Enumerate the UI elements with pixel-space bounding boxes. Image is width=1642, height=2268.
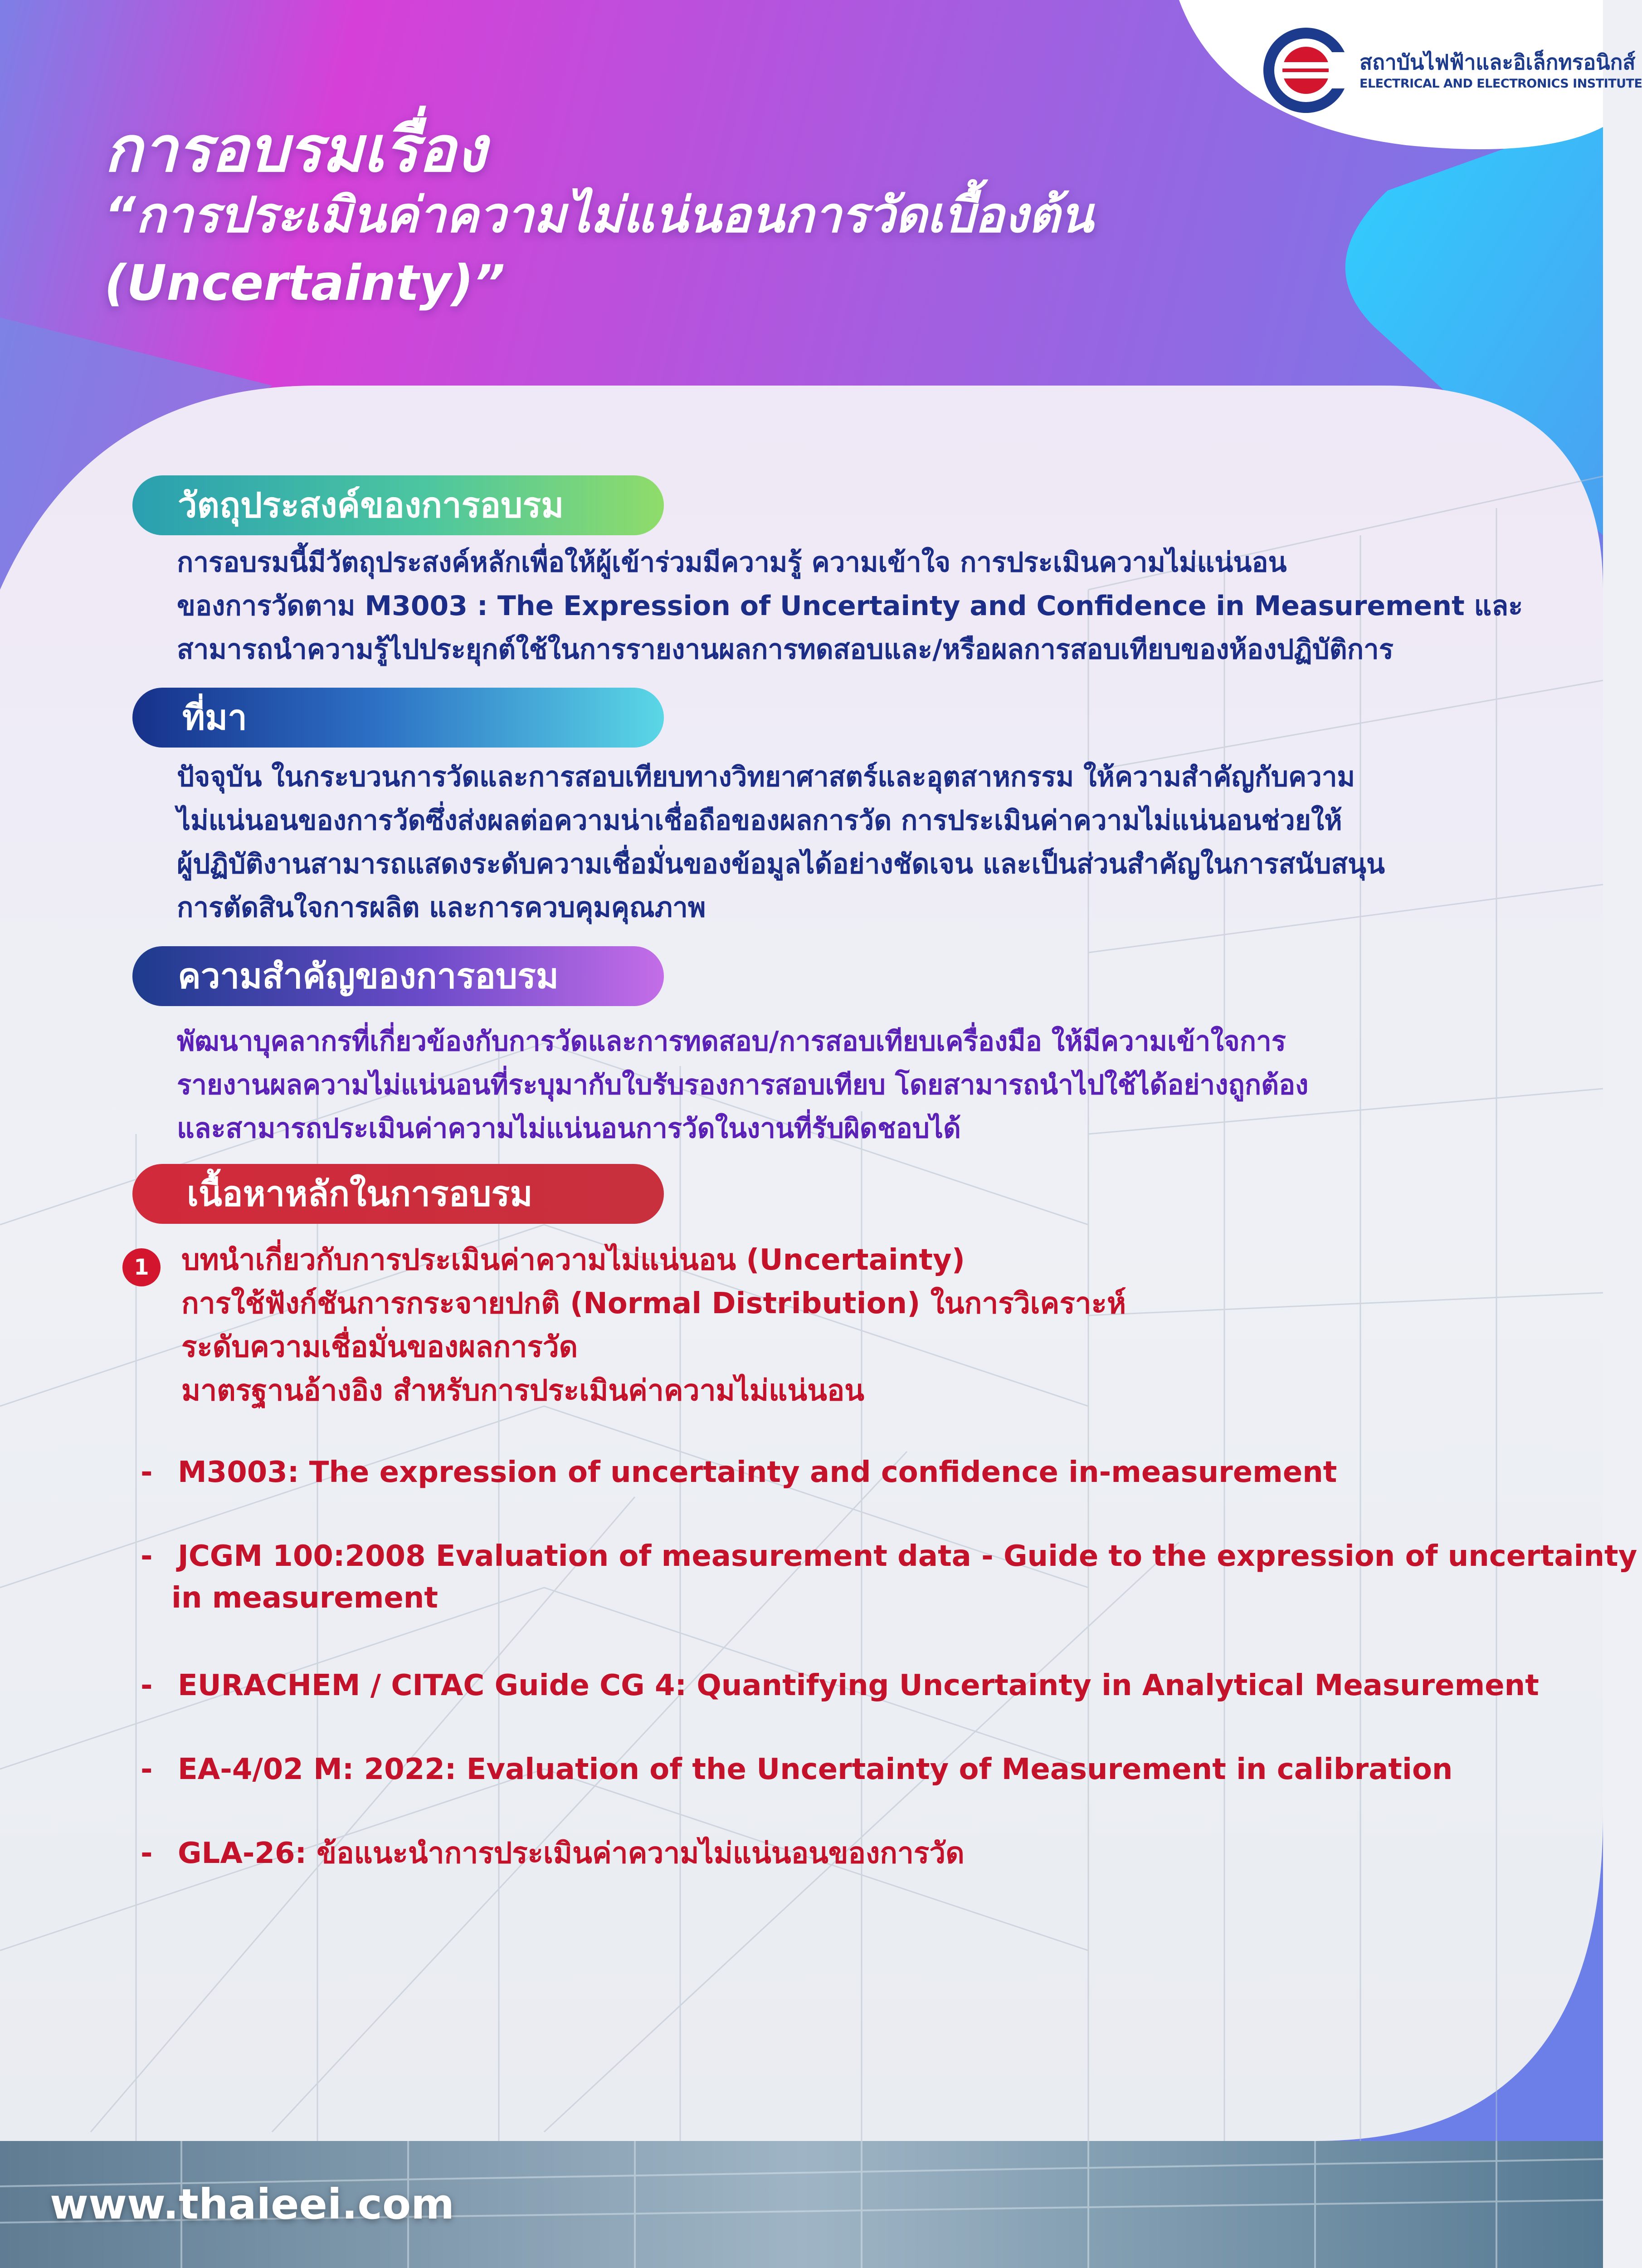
background-text <box>177 755 1385 929</box>
importance-heading: ความสำคัญของการอบรม <box>132 946 664 1006</box>
standard-text: EA-4/02 M: 2022: Evaluation of the Uncertainty of Measurement in calibration <box>178 1753 1453 1786</box>
standard-text: EURACHEM / CITAC Guide CG 4: Quantifying Uncertainty in Analytical Measurement <box>178 1669 1539 1702</box>
bullet-dash: - <box>141 1837 153 1870</box>
content-topics <box>181 1238 1126 1413</box>
website-link[interactable]: www.thaieei.com <box>50 2180 455 2229</box>
logo-name-en: ELECTRICAL AND ELECTRONICS INSTITUTE <box>1359 77 1642 91</box>
content-line: มาตรฐานอ้างอิง สำหรับการประเมินค่าความไม่แน่นอน <box>181 1374 865 1408</box>
standard-item <box>141 1452 1337 1493</box>
importance-line: พัฒนาบุคลากรที่เกี่ยวข้องกับการวัดและการทดสอบ/การสอบเทียบเครื่องมือ ให้มีความเข้าใจการ <box>177 1026 1286 1057</box>
logo-name-th: สถาบันไฟฟ้าและอิเล็กทรอนิกส์ <box>1359 50 1636 74</box>
title-line-3: (Uncertainty)” <box>104 255 505 312</box>
background-heading: ที่มา <box>132 688 664 748</box>
institute-logo <box>1261 18 1642 122</box>
content-line: บทนำเกี่ยวกับการประเมินค่าความไม่แน่นอน (Uncertainty) <box>181 1243 965 1277</box>
importance-line: รายงานผลความไม่แน่นอนที่ระบุมากับใบรับรองการสอบเทียบ โดยสามารถนำไปใช้ได้อย่างถูกต้อง <box>177 1069 1309 1101</box>
bullet-dash: - <box>141 1753 153 1786</box>
number-badge: 1 <box>122 1248 161 1286</box>
bullet-dash: - <box>141 1669 153 1702</box>
objective-line: การอบรมนี้มีวัตถุประสงค์หลักเพื่อให้ผู้เข้าร่วมมีความรู้ ความเข้าใจ การประเมินความไม่แน่นอน <box>177 547 1287 578</box>
standard-text: M3003: The expression of uncertainty and confidence in-measurement <box>178 1456 1337 1489</box>
content-line: การใช้ฟังก์ชันการกระจายปกติ (Normal Distribution) ในการวิเคราะห์ <box>181 1287 1126 1320</box>
content-line: ระดับความเชื่อมั่นของผลการวัด <box>181 1330 578 1364</box>
background-line: ผู้ปฏิบัติงานสามารถแสดงระดับความเชื่อมั่นของข้อมูลได้อย่างชัดเจน และเป็นส่วนสำคัญในการสนับสนุน <box>177 848 1385 880</box>
standard-item <box>141 1749 1452 1790</box>
background-line: การตัดสินใจการผลิต และการควบคุมคุณภาพ <box>177 892 706 924</box>
standard-text: JCGM 100:2008 Evaluation of measurement data - Guide to the expression of uncertainty <box>178 1540 1637 1573</box>
content-heading: เนื้อหาหลักในการอบรม <box>132 1164 664 1224</box>
standard-item <box>141 1833 965 1874</box>
standard-item-continued: in measurement <box>171 1581 438 1615</box>
objective-line: สามารถนำความรู้ไปประยุกต์ใช้ในการรายงานผลการทดสอบและ/หรือผลการสอบเทียบของห้องปฏิบัติการ <box>177 634 1394 665</box>
objective-line: ของการวัดตาม M3003 : The Expression of Uncertainty and Confidence in Measurement และ <box>177 590 1523 622</box>
eei-logo-icon <box>1261 25 1351 116</box>
title-line-1: การอบรมเรื่อง <box>104 113 487 186</box>
importance-text <box>177 1020 1308 1150</box>
importance-line: และสามารถประเมินค่าความไม่แน่นอนการวัดในงานที่รับผิดชอบได้ <box>177 1113 961 1144</box>
standard-text: GLA-26: ข้อแนะนำการประเมินค่าความไม่แน่นอนของการวัด <box>178 1837 965 1870</box>
objective-heading: วัตถุประสงค์ของการอบรม <box>132 475 664 535</box>
standard-item <box>141 1535 1637 1577</box>
bullet-dash: - <box>141 1540 153 1573</box>
standard-item <box>141 1665 1539 1706</box>
bullet-dash: - <box>141 1456 153 1489</box>
objective-text <box>177 541 1523 671</box>
background-line: ปัจจุบัน ในกระบวนการวัดและการสอบเทียบทางวิทยาศาสตร์และอุตสาหกรรม ให้ความสำคัญกับความ <box>177 761 1355 793</box>
background-line: ไม่แน่นอนของการวัดซึ่งส่งผลต่อความน่าเชื่อถือของผลการวัด การประเมินค่าความไม่แน่นอนช่วยให้ <box>177 805 1342 836</box>
title-line-2: “การประเมินค่าความไม่แน่นอนการวัดเบื้องต้น <box>104 187 1094 244</box>
